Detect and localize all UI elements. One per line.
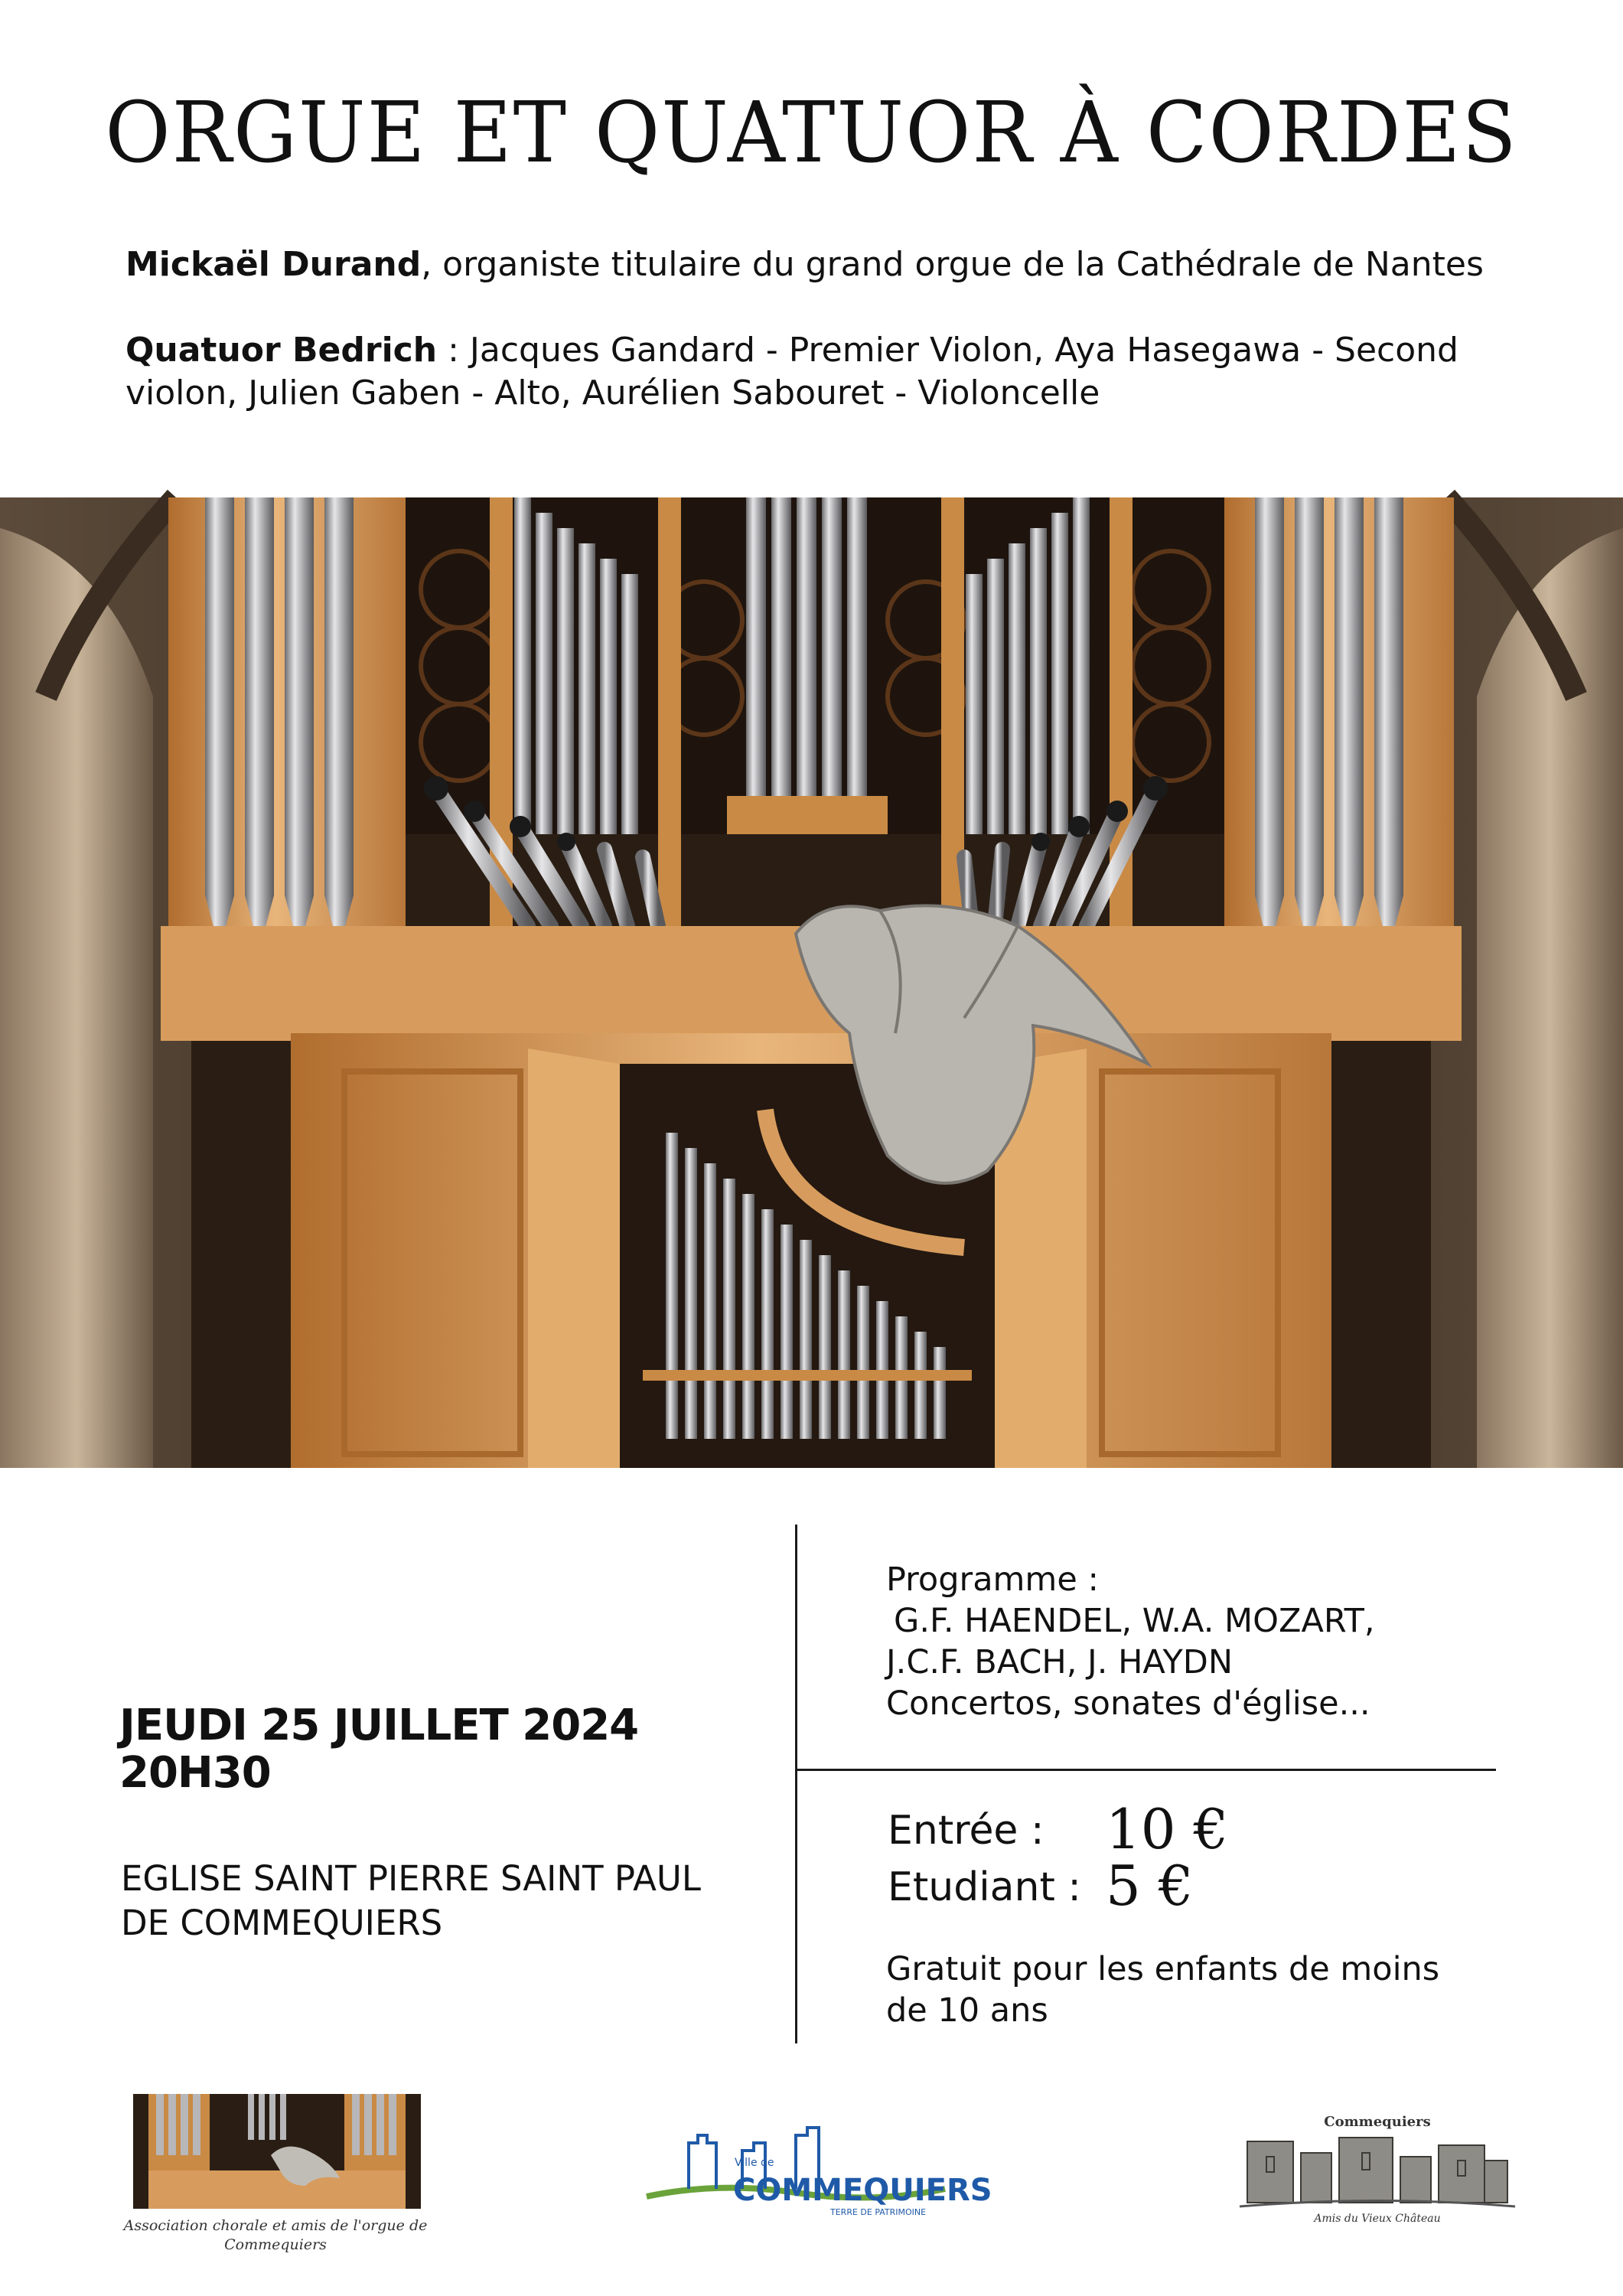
free-entry-note: Gratuit pour les enfants de moins de 10 ans — [886, 1950, 1440, 2030]
castle-logo — [1232, 2111, 1523, 2226]
student-price-row — [888, 1854, 1194, 1918]
poster-title: ORGUE ET QUATUOR À CORDES — [105, 83, 1518, 182]
event-date: JEUDI 25 JUILLET 2024 — [119, 1701, 639, 1750]
organist-credit — [125, 243, 1518, 286]
programme-block — [886, 1559, 1468, 1724]
vertical-divider — [795, 1525, 797, 2043]
entry-price-row — [888, 1797, 1229, 1861]
castle-logo-bottom: Amis du Vieux Château — [1314, 2213, 1441, 2225]
organ-photo — [0, 497, 1623, 1468]
association-caption: Association chorale et amis de l'orgue de Commequiers — [123, 2217, 428, 2253]
event-time: 20H30 — [119, 1748, 271, 1798]
programme-composers-line1: G.F. HAENDEL, W.A. MOZART, — [894, 1602, 1375, 1640]
quartet-name: Quatuor Bedrich — [125, 331, 438, 370]
castle-logo-top: Commequiers — [1324, 2114, 1431, 2130]
programme-works: Concertos, sonates d'église... — [886, 1684, 1370, 1723]
commune-tagline: TERRE DE PATRIMOINE — [830, 2207, 927, 2217]
horizontal-divider — [797, 1769, 1496, 1771]
commune-name: COMMEQUIERS — [733, 2173, 992, 2208]
entry-value: 10 € — [1106, 1797, 1229, 1861]
commune-prefix: Ville de — [735, 2157, 774, 2169]
student-label: Etudiant : — [888, 1864, 1081, 1910]
association-logo — [133, 2094, 421, 2209]
organist-description: , organiste titulaire du grand orgue de la Cathédrale de Nantes — [421, 245, 1484, 284]
event-location: EGLISE SAINT PIERRE SAINT PAUL DE COMMEQUIERS — [121, 1858, 701, 1943]
student-value: 5 € — [1106, 1854, 1194, 1918]
date-block — [119, 1702, 638, 1797]
quartet-members: : Jacques Gandard - Premier Violon, Aya Hasegawa - Second violon, Julien Gaben - Alto, Aurélien Sabouret - Violoncelle — [125, 331, 1458, 413]
programme-composers-line2: J.C.F. BACH, J. HAYDN — [886, 1643, 1234, 1681]
quartet-credit — [125, 329, 1518, 415]
entry-label: Entrée : — [888, 1808, 1045, 1854]
programme-heading: Programme : — [886, 1561, 1099, 1599]
commune-logo — [643, 2120, 992, 2219]
organist-name: Mickaël Durand — [125, 245, 422, 284]
